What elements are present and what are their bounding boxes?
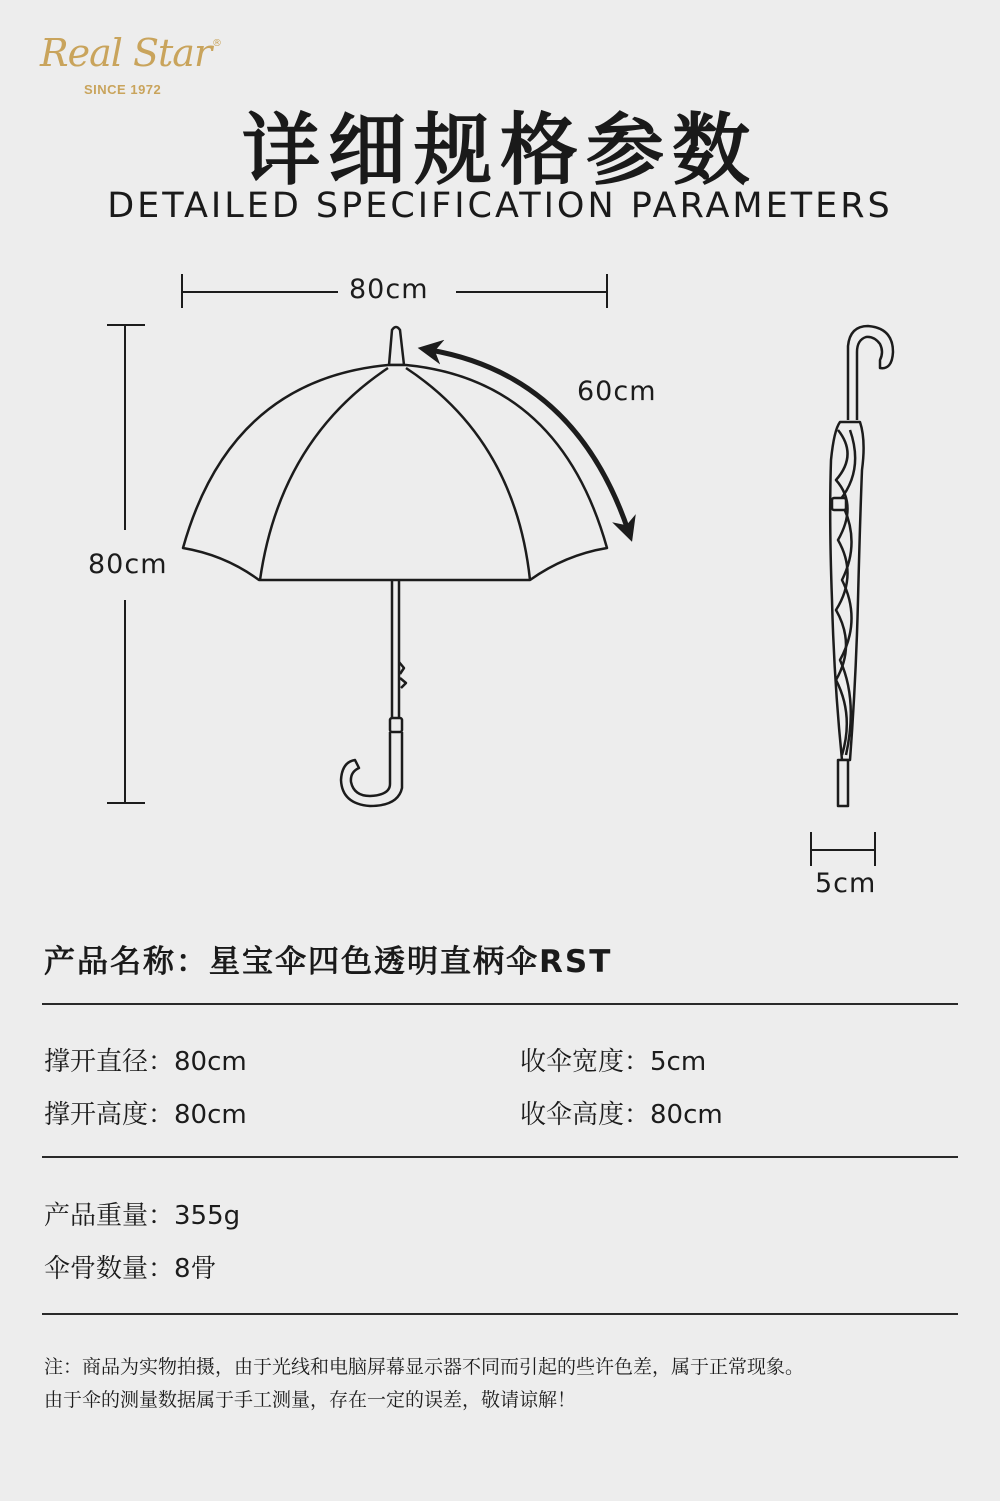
folded-width-label: 5cm [815, 868, 877, 899]
divider [42, 1313, 958, 1315]
note-line-1: 注：商品为实物拍摄，由于光线和电脑屏幕显示器不同而引起的些许色差，属于正常现象。 [44, 1356, 805, 1378]
logo-since-text: SINCE 1972 [84, 82, 162, 97]
product-name: 产品名称：星宝伞四色透明直柄伞RST [44, 944, 613, 980]
folded-width-dimension-line [811, 832, 875, 866]
height-label: 80cm [88, 549, 168, 580]
note-line-2: 由于伞的测量数据属于手工测量，存在一定的误差，敬请谅解！ [44, 1389, 577, 1411]
width-label: 80cm [349, 274, 429, 305]
folded-umbrella-drawing [830, 326, 893, 806]
page-subtitle: DETAILED SPECIFICATION PARAMETERS [107, 186, 893, 226]
registered-mark: ® [212, 38, 222, 49]
spec-weight: 产品重量：355g [44, 1201, 241, 1231]
page-title: 详细规格参数 [241, 106, 758, 196]
logo-script-text: Real Star [40, 31, 212, 75]
spec-open-diameter: 撑开直径：80cm [44, 1047, 247, 1077]
spec-open-height: 撑开高度：80cm [44, 1100, 247, 1130]
divider [42, 1003, 958, 1005]
spec-folded-height: 收伞高度：80cm [520, 1100, 723, 1130]
spec-folded-width: 收伞宽度：5cm [520, 1047, 707, 1077]
divider [42, 1156, 958, 1158]
spec-ribs: 伞骨数量：8骨 [44, 1254, 217, 1284]
rib-length-label: 60cm [577, 376, 657, 407]
